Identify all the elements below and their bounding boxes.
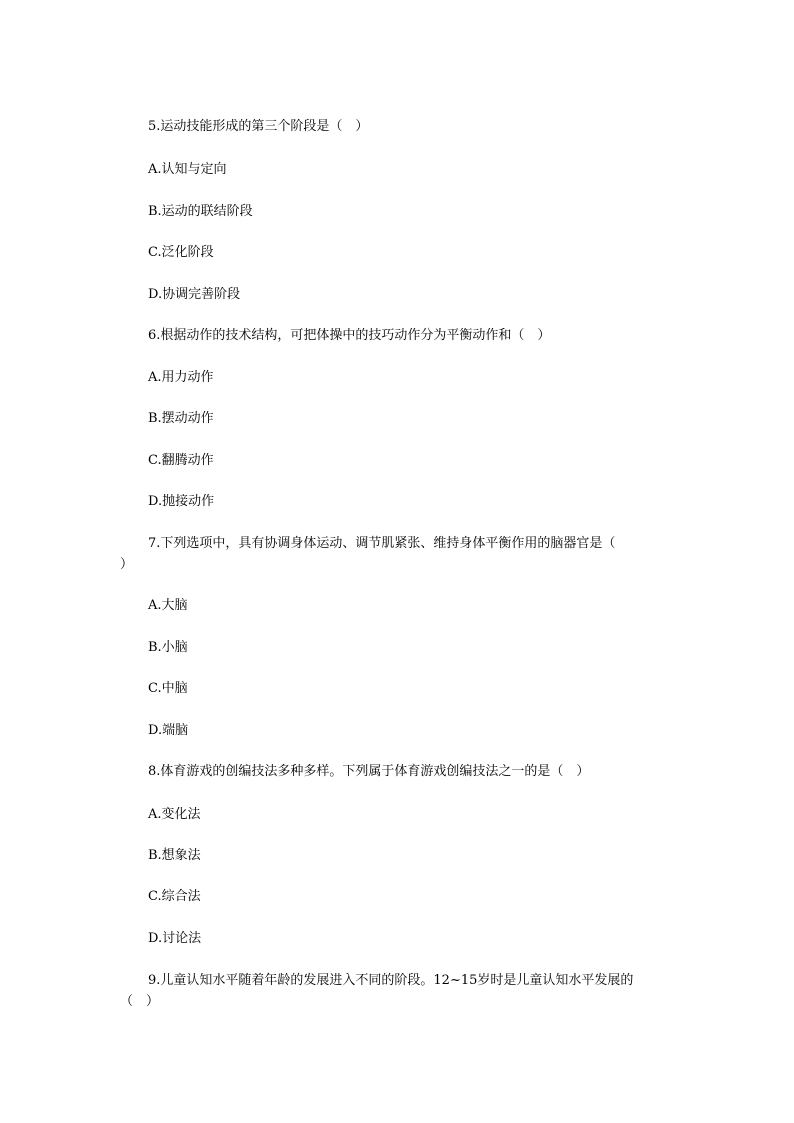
question-6-option-b: B.摆动动作 [148, 411, 214, 426]
question-7-option-c: C.中脑 [148, 681, 188, 696]
question-7-stem-continued: ） [120, 557, 134, 572]
question-5-option-a: A.认知与定向 [148, 162, 227, 177]
question-7-stem: 7.下列选项中，具有协调身体运动、调节肌紧张、维持身体平衡作用的脑器官是（ [148, 536, 616, 551]
question-5-stem: 5.运动技能形成的第三个阶段是（ ） [148, 119, 369, 134]
question-9-stem: 9.儿童认知水平随着年龄的发展进入不同的阶段。12~15岁时是儿童认知水平发展的 [148, 973, 634, 988]
question-6-option-a: A.用力动作 [148, 370, 214, 385]
question-8-option-b: B.想象法 [148, 848, 201, 863]
question-8-option-c: C.综合法 [148, 889, 201, 904]
question-8-option-d: D.讨论法 [148, 931, 202, 946]
question-5-option-d: D.协调完善阶段 [148, 287, 241, 302]
question-8-stem: 8.体育游戏的创编技法多种多样。下列属于体育游戏创编技法之一的是（ ） [148, 764, 590, 779]
question-7-option-a: A.大脑 [148, 598, 188, 613]
question-5-option-c: C.泛化阶段 [148, 245, 214, 260]
question-7-option-b: B.小脑 [148, 640, 188, 655]
question-6-stem: 6.根据动作的技术结构，可把体操中的技巧动作分为平衡动作和（ ） [148, 328, 551, 343]
question-6-option-d: D.抛接动作 [148, 494, 215, 509]
question-7-option-d: D.端脑 [148, 723, 189, 738]
question-9-stem-continued: （ ） [120, 994, 160, 1009]
question-5-option-b: B.运动的联结阶段 [148, 204, 253, 219]
question-6-option-c: C.翻腾动作 [148, 453, 214, 468]
question-8-option-a: A.变化法 [148, 807, 201, 822]
